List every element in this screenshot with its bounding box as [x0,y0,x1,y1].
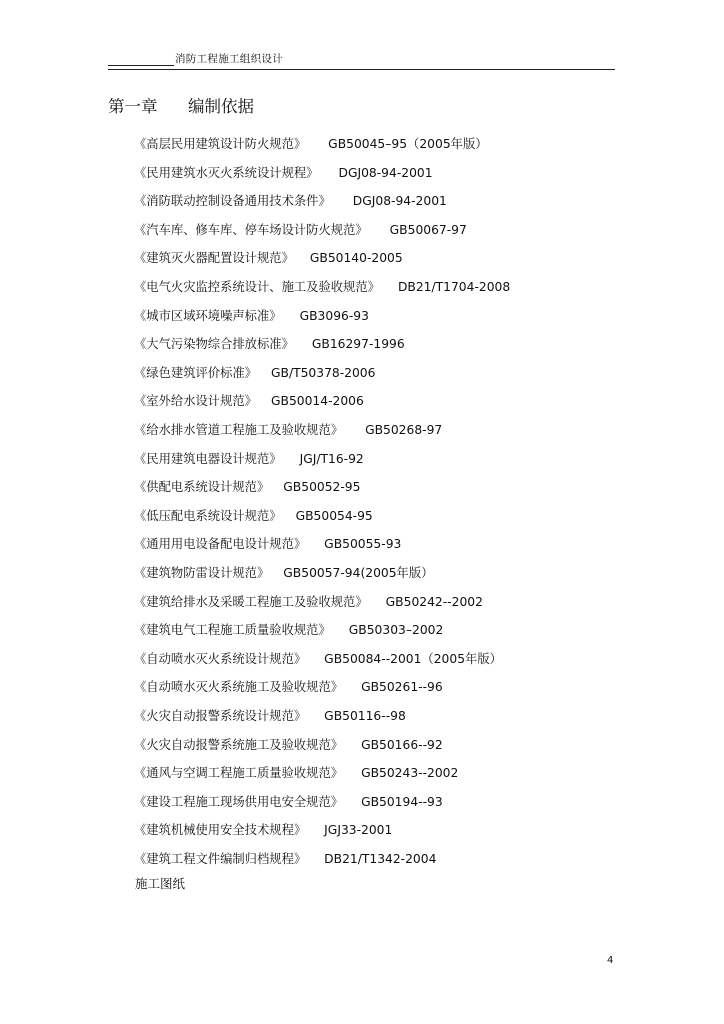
page-number: 4 [607,955,614,966]
standard-title: 《建筑灭火器配置设计规范》 [134,251,294,265]
standard-item [134,136,488,152]
chapter-heading [108,96,254,118]
standard-title: 《绿色建筑评价标准》 [134,366,257,380]
standard-title: 《民用建筑电器设计规范》 [134,452,282,466]
standard-item [134,822,392,838]
standard-code: GB50116--98 [324,709,406,723]
standard-title: 《火灾自动报警系统设计规范》 [134,709,307,723]
standard-code: GB50067-97 [389,223,467,237]
standard-item [134,308,369,324]
standard-title: 《建筑电气工程施工质量验收规范》 [134,623,331,637]
standard-title: 《低压配电系统设计规范》 [134,509,282,523]
standard-code: GB50140-2005 [309,251,403,265]
standard-title: 《火灾自动报警系统施工及验收规范》 [134,738,344,752]
standard-item [134,365,375,381]
standard-code: GB50194--93 [361,795,443,809]
standard-item [134,279,510,295]
standard-item [134,594,483,610]
page-header [108,52,615,70]
standard-code: JGJ/T16-92 [299,452,364,466]
standard-code: GB50052-95 [283,480,361,494]
standard-code: GB50303–2002 [348,623,444,637]
standard-code: GB/T50378-2006 [270,366,376,380]
standard-item [134,222,467,238]
standard-code: GB50055-93 [324,537,402,551]
standard-item [134,393,364,409]
standard-title: 《建设工程施工现场供用电安全规范》 [134,795,344,809]
standard-code: DB21/T1704-2008 [397,280,511,294]
standard-code: DGJ08-94-2001 [352,194,447,208]
standard-item [134,422,442,438]
standard-item [134,479,360,495]
chapter-title: 编制依据 [188,97,254,116]
standard-code: GB50057-94(2005年版） [283,566,434,580]
standard-title: 《建筑给排水及采暖工程施工及验收规范》 [134,595,368,609]
standard-title: 《民用建筑水灭火系统设计规程》 [134,166,319,180]
standard-code: GB50268-97 [365,423,443,437]
standard-title: 《通风与空调工程施工质量验收规范》 [134,766,344,780]
standard-item [134,336,405,352]
standard-code: GB50084--2001（2005年版） [324,652,502,666]
standard-item [134,250,403,266]
standard-code: GB50054-95 [295,509,373,523]
standard-item [134,794,443,810]
drawings-item: 施工图纸 [135,876,186,891]
standard-code: DB21/T1342-2004 [324,852,437,866]
chapter-number: 第一章 [108,97,158,116]
standard-title: 《大气污染物综合排放标准》 [134,337,294,351]
standard-item [134,765,458,781]
standard-code: GB16297-1996 [311,337,405,351]
standard-title: 《通用用电设备配电设计规范》 [134,537,307,551]
header-title: 消防工程施工组织设计 [175,53,283,65]
standard-code: GB3096-93 [299,309,369,323]
standard-item [134,451,364,467]
standard-code: GB50045–95（2005年版） [328,137,488,151]
standard-code: GB50242--2002 [385,595,483,609]
standard-title: 《电气火灾监控系统设计、施工及验收规范》 [134,280,380,294]
standard-code: GB50243--2002 [361,766,459,780]
standard-code: JGJ33-2001 [324,823,393,837]
standard-title: 《建筑物防雷设计规范》 [134,566,270,580]
standard-item [134,651,502,667]
standard-item [134,165,433,181]
standard-title: 《建筑工程文件编制归档规程》 [134,852,307,866]
standard-item [134,737,443,753]
header-blank-line [108,65,174,66]
standard-item [134,565,433,581]
standard-item [134,536,401,552]
standard-code: GB50014-2006 [270,394,364,408]
standard-title: 《供配电系统设计规范》 [134,480,270,494]
standard-item [134,679,443,695]
standard-title: 《高层民用建筑设计防火规范》 [134,137,307,151]
standard-title: 《给水排水管道工程施工及验收规范》 [134,423,344,437]
standard-code: DGJ08-94-2001 [338,166,433,180]
standard-item [134,508,373,524]
standard-title: 《自动喷水灭火系统设计规范》 [134,652,307,666]
standard-title: 《消防联动控制设备通用技术条件》 [134,194,331,208]
standard-item [134,193,447,209]
standard-item [134,851,436,867]
standard-title: 《汽车库、修车库、停车场设计防火规范》 [134,223,368,237]
standard-title: 《城市区域环境噪声标准》 [134,309,282,323]
standard-title: 《室外给水设计规范》 [134,394,257,408]
standard-title: 《建筑机械使用安全技术规程》 [134,823,307,837]
standard-code: GB50261--96 [361,680,443,694]
standard-title: 《自动喷水灭火系统施工及验收规范》 [134,680,344,694]
standard-code: GB50166--92 [361,738,443,752]
standard-item [134,708,406,724]
standard-item [134,622,443,638]
